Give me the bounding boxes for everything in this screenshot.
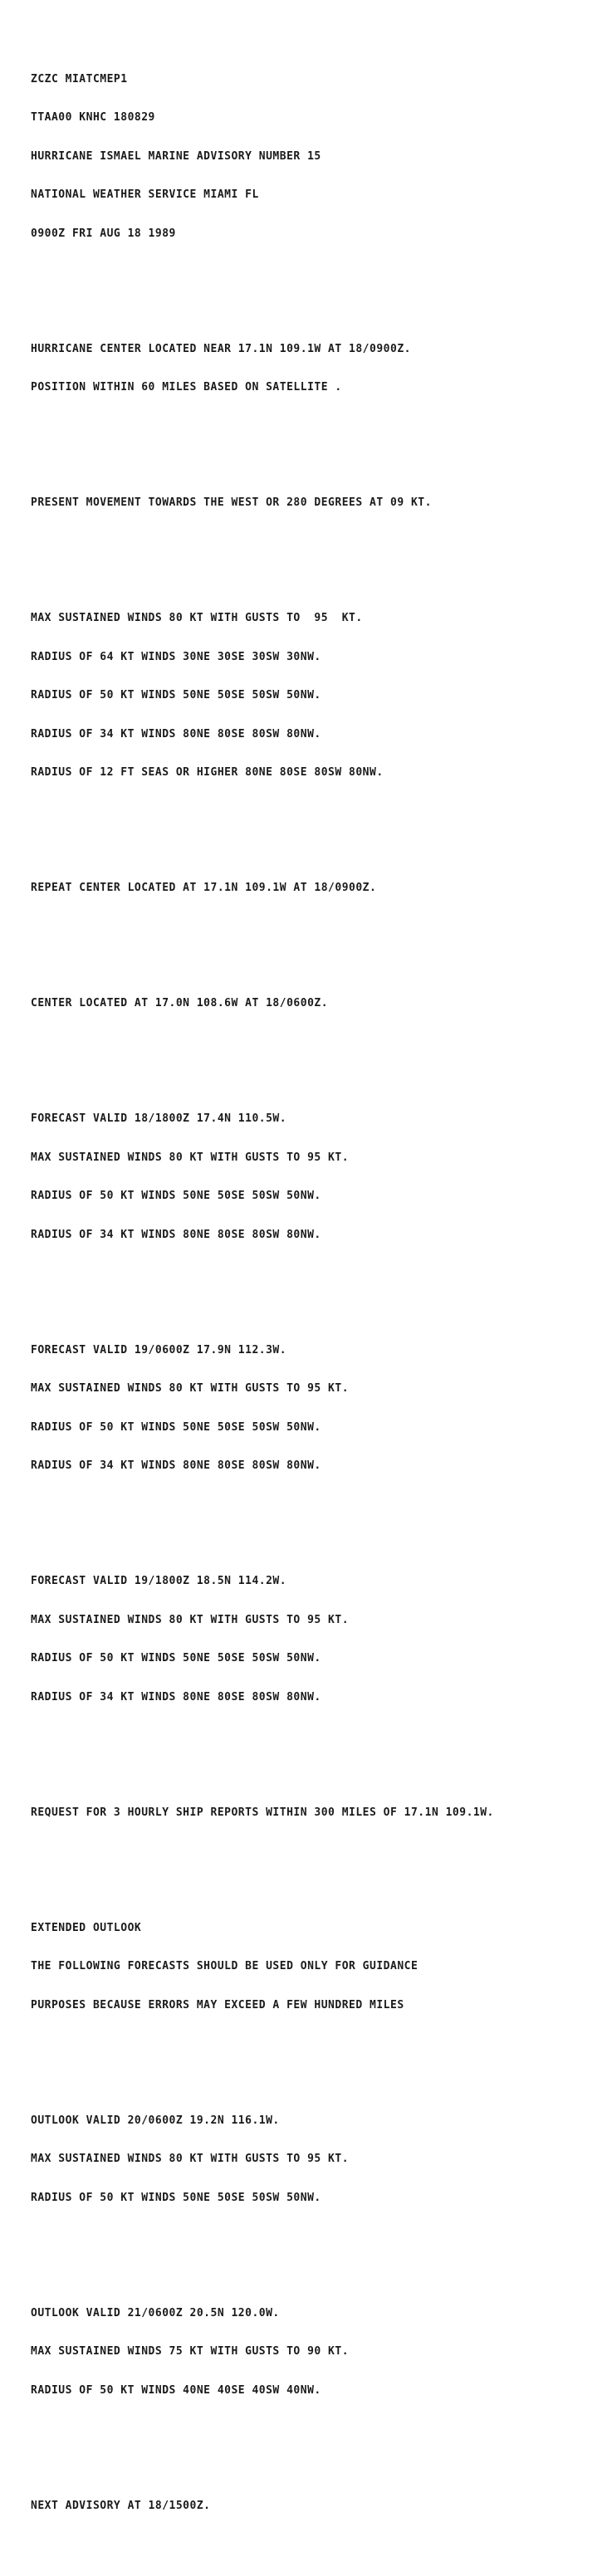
wmo-id-line: TTAA00 KNHC 180829 bbox=[31, 111, 155, 124]
text-line: RADIUS OF 64 KT WINDS 30NE 30SE 30SW 30NW. bbox=[31, 650, 321, 663]
text-line: EXTENDED OUTLOOK bbox=[31, 1921, 142, 1934]
text-line: RADIUS OF 34 KT WINDS 80NE 80SE 80SW 80NW. bbox=[31, 1228, 321, 1241]
text-line: RADIUS OF 50 KT WINDS 50NE 50SE 50SW 50NW. bbox=[31, 2191, 321, 2204]
text-line: OUTLOOK VALID 20/0600Z 19.2N 116.1W. bbox=[31, 2114, 280, 2127]
text-line: MAX SUSTAINED WINDS 75 KT WITH GUSTS TO 90 KT. bbox=[31, 2345, 350, 2358]
text-line: RADIUS OF 50 KT WINDS 40NE 40SE 40SW 40NW. bbox=[31, 2383, 321, 2397]
text-line: MAX SUSTAINED WINDS 80 KT WITH GUSTS TO 95 KT. bbox=[31, 1151, 350, 1164]
marine-advisory-document bbox=[31, 8, 604, 2576]
text-line: OUTLOOK VALID 21/0600Z 20.5N 120.0W. bbox=[31, 2306, 280, 2319]
next-advisory-block bbox=[31, 2474, 604, 2539]
text-line: RADIUS OF 34 KT WINDS 80NE 80SE 80SW 80NW. bbox=[31, 1690, 321, 1703]
forecast-block-1 bbox=[31, 1087, 604, 1267]
forecast-block-3 bbox=[31, 1549, 604, 1729]
header-block bbox=[31, 47, 604, 266]
text-line: FORECAST VALID 18/1800Z 17.4N 110.5W. bbox=[31, 1112, 287, 1125]
text-line: RADIUS OF 34 KT WINDS 80NE 80SE 80SW 80NW. bbox=[31, 727, 321, 741]
issue-time: 0900Z FRI AUG 18 1989 bbox=[31, 227, 176, 240]
text-line: RADIUS OF 50 KT WINDS 50NE 50SE 50SW 50NW. bbox=[31, 689, 321, 701]
text-line: REQUEST FOR 3 HOURLY SHIP REPORTS WITHIN 300 MILES OF 17.1N 109.1W. bbox=[31, 1806, 494, 1819]
text-line: MAX SUSTAINED WINDS 80 KT WITH GUSTS TO 95 KT. bbox=[31, 612, 363, 624]
prior-center-block bbox=[31, 971, 604, 1036]
text-line: MAX SUSTAINED WINDS 80 KT WITH GUSTS TO 95 KT. bbox=[31, 1382, 350, 1395]
text-line: MAX SUSTAINED WINDS 80 KT WITH GUSTS TO 95 KT. bbox=[31, 1613, 350, 1626]
repeat-center-block bbox=[31, 856, 604, 921]
extended-outlook-block bbox=[31, 1896, 604, 2038]
text-line: FORECAST VALID 19/1800Z 18.5N 114.2W. bbox=[31, 1575, 287, 1587]
text-line: RADIUS OF 34 KT WINDS 80NE 80SE 80SW 80NW. bbox=[31, 1459, 321, 1472]
text-line: MAX SUSTAINED WINDS 80 KT WITH GUSTS TO 95 KT. bbox=[31, 2153, 350, 2165]
text-line: REPEAT CENTER LOCATED AT 17.1N 109.1W AT 18/0900Z. bbox=[31, 882, 377, 894]
wmo-header-line: ZCZC MIATCMEP1 bbox=[31, 72, 128, 86]
text-line: NEXT ADVISORY AT 18/1500Z. bbox=[31, 2499, 211, 2512]
text-line: RADIUS OF 50 KT WINDS 50NE 50SE 50SW 50NW. bbox=[31, 1420, 321, 1434]
text-line: HURRICANE CENTER LOCATED NEAR 17.1N 109.1W AT 18/0900Z. bbox=[31, 342, 411, 355]
outlook-block-1 bbox=[31, 2089, 604, 2231]
advisory-title: HURRICANE ISMAEL MARINE ADVISORY NUMBER 15 bbox=[31, 149, 321, 163]
issuing-office: NATIONAL WEATHER SERVICE MIAMI FL bbox=[31, 188, 259, 201]
ship-request-block bbox=[31, 1781, 604, 1845]
text-line: PURPOSES BECAUSE ERRORS MAY EXCEED A FEW HUNDRED MILES bbox=[31, 1998, 404, 2011]
text-line: POSITION WITHIN 60 MILES BASED ON SATELLITE . bbox=[31, 381, 342, 393]
outlook-block-2 bbox=[31, 2281, 604, 2423]
forecast-block-2 bbox=[31, 1318, 604, 1498]
text-line: PRESENT MOVEMENT TOWARDS THE WEST OR 280 DEGREES AT 09 KT. bbox=[31, 496, 432, 509]
text-line: RADIUS OF 50 KT WINDS 50NE 50SE 50SW 50NW. bbox=[31, 1190, 321, 1202]
center-position-block bbox=[31, 317, 604, 420]
text-line: CENTER LOCATED AT 17.0N 108.6W AT 18/0600Z. bbox=[31, 997, 329, 1009]
movement-block bbox=[31, 471, 604, 535]
text-line: THE FOLLOWING FORECASTS SHOULD BE USED ONLY FOR GUIDANCE bbox=[31, 1960, 419, 1972]
text-line: RADIUS OF 12 FT SEAS OR HIGHER 80NE 80SE 80SW 80NW. bbox=[31, 766, 384, 779]
text-line: RADIUS OF 50 KT WINDS 50NE 50SE 50SW 50NW. bbox=[31, 1652, 321, 1664]
winds-block bbox=[31, 586, 604, 805]
text-line: FORECAST VALID 19/0600Z 17.9N 112.3W. bbox=[31, 1343, 287, 1356]
